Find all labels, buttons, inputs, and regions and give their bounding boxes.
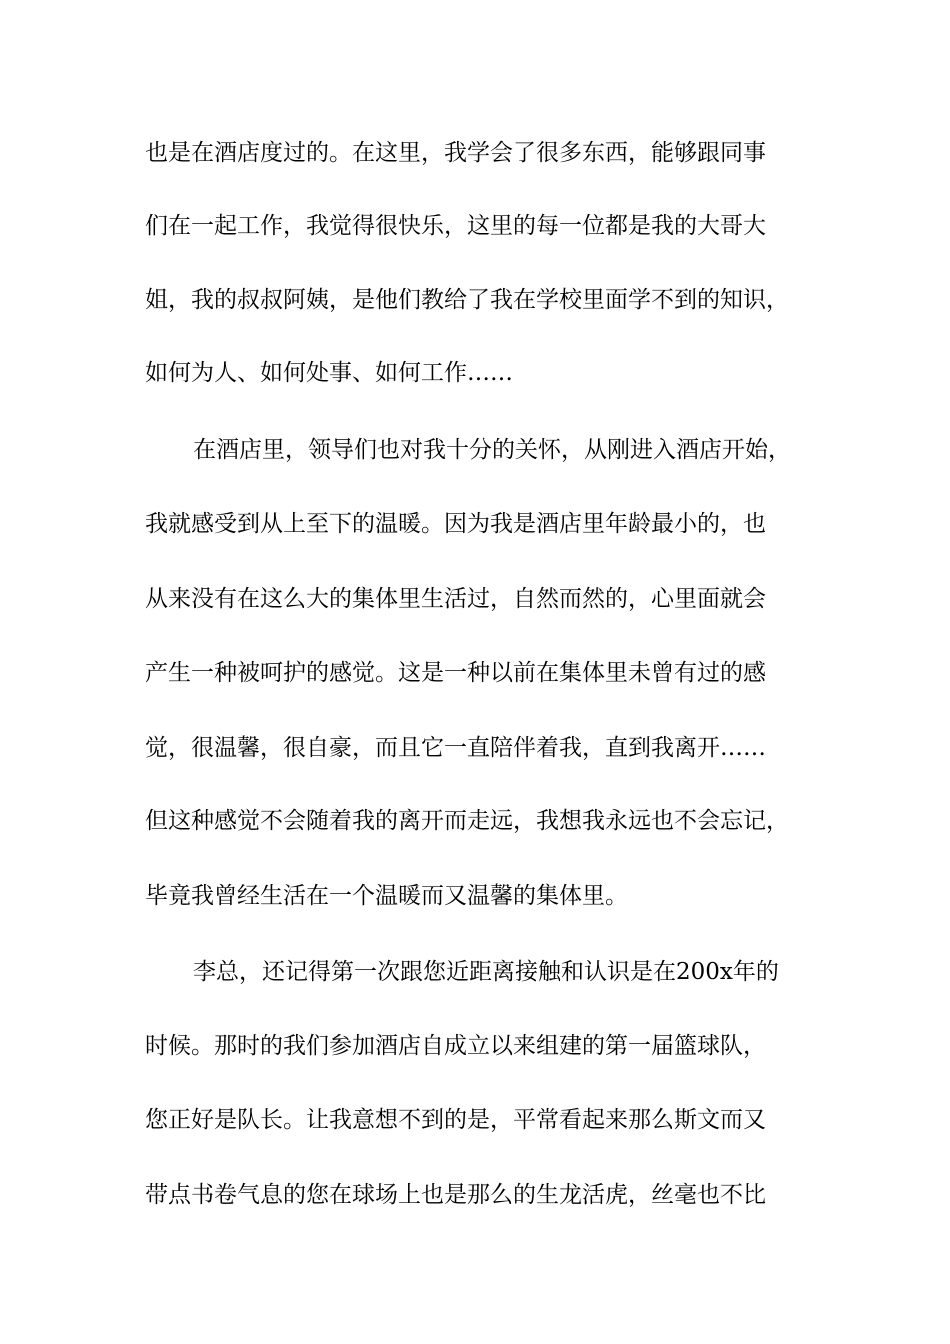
text-line: 毕竟我曾经生活在一个温暖而又温馨的集体里。 [145, 883, 628, 909]
text-line: 带点书卷气息的您在球场上也是那么的生龙活虎，丝毫也不比 [145, 1182, 766, 1208]
text-line: 如何为人、如何处事、如何工作…… [145, 360, 513, 386]
paragraph-first-line: 在酒店里，领导们也对我十分的关怀，从刚进入酒店开始， [193, 437, 791, 463]
text-line: 产生一种被呵护的感觉。这是一种以前在集体里未曾有过的感 [145, 660, 766, 686]
text-line: 我就感受到从上至下的温暖。因为我是酒店里年龄最小的，也 [145, 511, 766, 537]
text-line: 觉，很温馨，很自豪，而且它一直陪伴着我，直到我离开…… [145, 735, 766, 761]
text-line: 姐，我的叔叔阿姨，是他们教给了我在学校里面学不到的知识， [145, 287, 789, 313]
text-line: 也是在酒店度过的。在这里，我学会了很多东西，能够跟同事 [145, 140, 766, 166]
text-line: 但这种感觉不会随着我的离开而走远，我想我永远也不会忘记， [145, 808, 789, 834]
paragraph-first-line: 李总，还记得第一次跟您近距离接触和认识是在200x年的 [193, 959, 779, 985]
text-line: 们在一起工作，我觉得很快乐，这里的每一位都是我的大哥大 [145, 213, 766, 239]
text-line: 您正好是队长。让我意想不到的是，平常看起来那么斯文而又 [145, 1107, 766, 1133]
text-line: 从来没有在这么大的集体里生活过，自然而然的，心里面就会 [145, 586, 766, 612]
text-line: 时候。那时的我们参加酒店自成立以来组建的第一届篮球队， [145, 1033, 766, 1059]
